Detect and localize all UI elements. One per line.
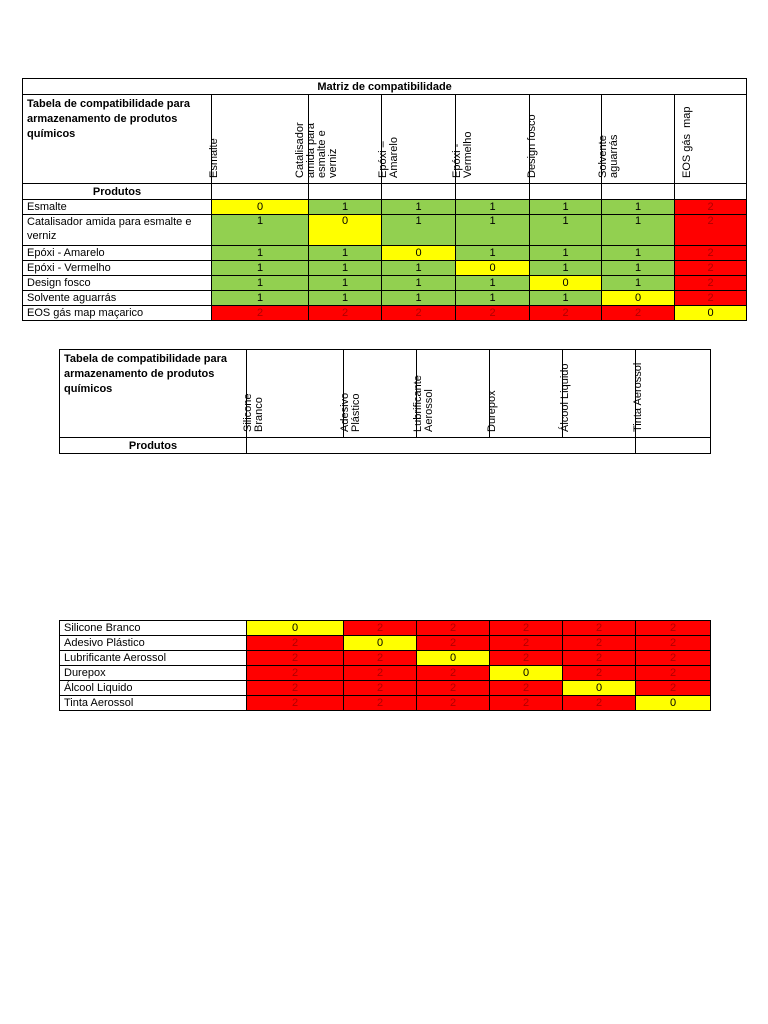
matrix-description: Tabela de compatibilidade para armazenamento de produtos químicos (23, 95, 212, 184)
table-row (23, 215, 747, 246)
compat-cell: 1 (456, 276, 530, 291)
table-row (60, 666, 711, 681)
compat-cell: 2 (636, 651, 711, 666)
compat-cell: 1 (602, 261, 675, 276)
compat-cell: 2 (344, 651, 417, 666)
compat-cell: 1 (602, 276, 675, 291)
column-header: Catalisador amida para esmalte e verniz (309, 95, 382, 184)
row-label: Design fosco (23, 276, 212, 291)
table-row (60, 681, 711, 696)
compat-cell: 1 (212, 291, 309, 306)
compat-cell: 2 (675, 291, 747, 306)
compat-cell: 2 (344, 681, 417, 696)
row-label: Epóxi - Vermelho (23, 261, 212, 276)
products-label: Produtos (23, 184, 212, 200)
table-row (23, 291, 747, 306)
compat-cell: 1 (382, 261, 456, 276)
column-header: Design fosco (530, 95, 602, 184)
column-header: Esmalte (212, 95, 309, 184)
compat-cell: 1 (602, 215, 675, 246)
compat-cell: 2 (417, 696, 490, 711)
compat-cell: 2 (490, 696, 563, 711)
table-row (23, 246, 747, 261)
compat-cell: 1 (456, 291, 530, 306)
compat-cell: 1 (382, 276, 456, 291)
compat-cell: 2 (417, 666, 490, 681)
compat-cell: 2 (563, 651, 636, 666)
compat-cell: 2 (382, 306, 456, 321)
compatibility-matrix-table (22, 78, 747, 321)
compat-cell: 2 (247, 666, 344, 681)
compat-cell: 2 (247, 696, 344, 711)
compat-cell: 1 (456, 246, 530, 261)
row-label: Solvente aguarrás (23, 291, 212, 306)
compat-cell: 1 (602, 200, 675, 215)
compat-cell: 2 (563, 621, 636, 636)
compat-cell: 1 (530, 215, 602, 246)
compat-cell: 2 (636, 621, 711, 636)
compat-cell: 0 (247, 621, 344, 636)
compat-cell: 2 (490, 636, 563, 651)
column-header: Adesivo Plástico (344, 350, 417, 438)
column-header: Lubrificante Aerossol (417, 350, 490, 438)
table-row (23, 261, 747, 276)
compat-cell: 1 (456, 215, 530, 246)
row-label: Esmalte (23, 200, 212, 215)
compat-cell: 1 (382, 200, 456, 215)
row-label: Álcool Liquido (60, 681, 247, 696)
compat-cell: 2 (675, 261, 747, 276)
compat-cell: 2 (490, 621, 563, 636)
compat-cell: 0 (636, 696, 711, 711)
compat-cell: 2 (309, 306, 382, 321)
row-label: Epóxi - Amarelo (23, 246, 212, 261)
compat-cell: 2 (636, 681, 711, 696)
compat-cell: 2 (344, 666, 417, 681)
compat-cell: 2 (490, 651, 563, 666)
compat-cell: 1 (212, 276, 309, 291)
column-header: EOS gás map (675, 95, 747, 184)
compat-cell: 1 (530, 291, 602, 306)
compat-cell: 1 (456, 200, 530, 215)
table-row (23, 306, 747, 321)
row-label: Adesivo Plástico (60, 636, 247, 651)
compat-cell: 1 (530, 261, 602, 276)
compatibility-header-table-2 (59, 349, 711, 454)
compat-cell: 2 (602, 306, 675, 321)
compat-cell: 1 (212, 215, 309, 246)
compat-cell: 2 (344, 621, 417, 636)
compat-cell: 2 (417, 621, 490, 636)
row-label: Durepox (60, 666, 247, 681)
compat-cell: 0 (530, 276, 602, 291)
column-header: Tinta Aerossol (636, 350, 711, 438)
compat-cell: 2 (212, 306, 309, 321)
compat-cell: 0 (456, 261, 530, 276)
compat-cell: 2 (344, 696, 417, 711)
compat-cell: 1 (309, 291, 382, 306)
table-row (60, 621, 711, 636)
compat-cell: 2 (530, 306, 602, 321)
table-row (60, 651, 711, 666)
compat-cell: 2 (563, 696, 636, 711)
compat-cell: 2 (563, 636, 636, 651)
compat-cell: 0 (344, 636, 417, 651)
compat-cell: 0 (309, 215, 382, 246)
compat-cell: 2 (563, 666, 636, 681)
compat-cell: 1 (212, 261, 309, 276)
row-label: Tinta Aerossol (60, 696, 247, 711)
compat-cell: 1 (382, 291, 456, 306)
products-label: Produtos (60, 438, 247, 454)
column-header: Epóxi - Vermelho (456, 95, 530, 184)
compat-cell: 1 (602, 246, 675, 261)
table-row (23, 200, 747, 215)
compat-cell: 2 (675, 246, 747, 261)
table-row (23, 276, 747, 291)
compat-cell: 1 (309, 246, 382, 261)
compat-cell: 0 (417, 651, 490, 666)
compat-cell: 0 (602, 291, 675, 306)
column-header: Silicone Branco (247, 350, 344, 438)
compat-cell: 2 (417, 636, 490, 651)
compat-cell: 2 (247, 636, 344, 651)
compat-cell: 2 (247, 651, 344, 666)
table-row (60, 636, 711, 651)
compat-cell: 1 (309, 200, 382, 215)
compat-cell: 2 (675, 200, 747, 215)
compat-cell: 0 (490, 666, 563, 681)
row-label: EOS gás map maçarico (23, 306, 212, 321)
compat-cell: 1 (530, 200, 602, 215)
compat-cell: 2 (417, 681, 490, 696)
compat-cell: 1 (309, 276, 382, 291)
compat-cell: 2 (456, 306, 530, 321)
column-header: Solvente aguarrás (602, 95, 675, 184)
compat-cell: 1 (212, 246, 309, 261)
row-label: Lubrificante Aerossol (60, 651, 247, 666)
row-label: Silicone Branco (60, 621, 247, 636)
compat-cell: 2 (247, 681, 344, 696)
table-row (60, 696, 711, 711)
compat-cell: 0 (212, 200, 309, 215)
compat-cell: 2 (636, 666, 711, 681)
row-label: Catalisador amida para esmalte e verniz (23, 215, 212, 246)
compat-cell: 2 (490, 681, 563, 696)
compat-cell: 0 (675, 306, 747, 321)
compat-cell: 1 (309, 261, 382, 276)
compat-cell: 2 (675, 215, 747, 246)
column-header: Durepox (490, 350, 563, 438)
column-header: Álcool Liquido (563, 350, 636, 438)
compat-cell: 2 (675, 276, 747, 291)
compatibility-values-table-2 (59, 620, 711, 711)
compat-cell: 0 (563, 681, 636, 696)
table2-description: Tabela de compatibilidade para armazenamento de produtos químicos (60, 350, 247, 438)
compat-cell: 0 (382, 246, 456, 261)
compat-cell: 1 (382, 215, 456, 246)
column-header: Epóxi – Amarelo (382, 95, 456, 184)
compat-cell: 1 (530, 246, 602, 261)
matrix-title: Matriz de compatibilidade (23, 79, 747, 95)
compat-cell: 2 (636, 636, 711, 651)
